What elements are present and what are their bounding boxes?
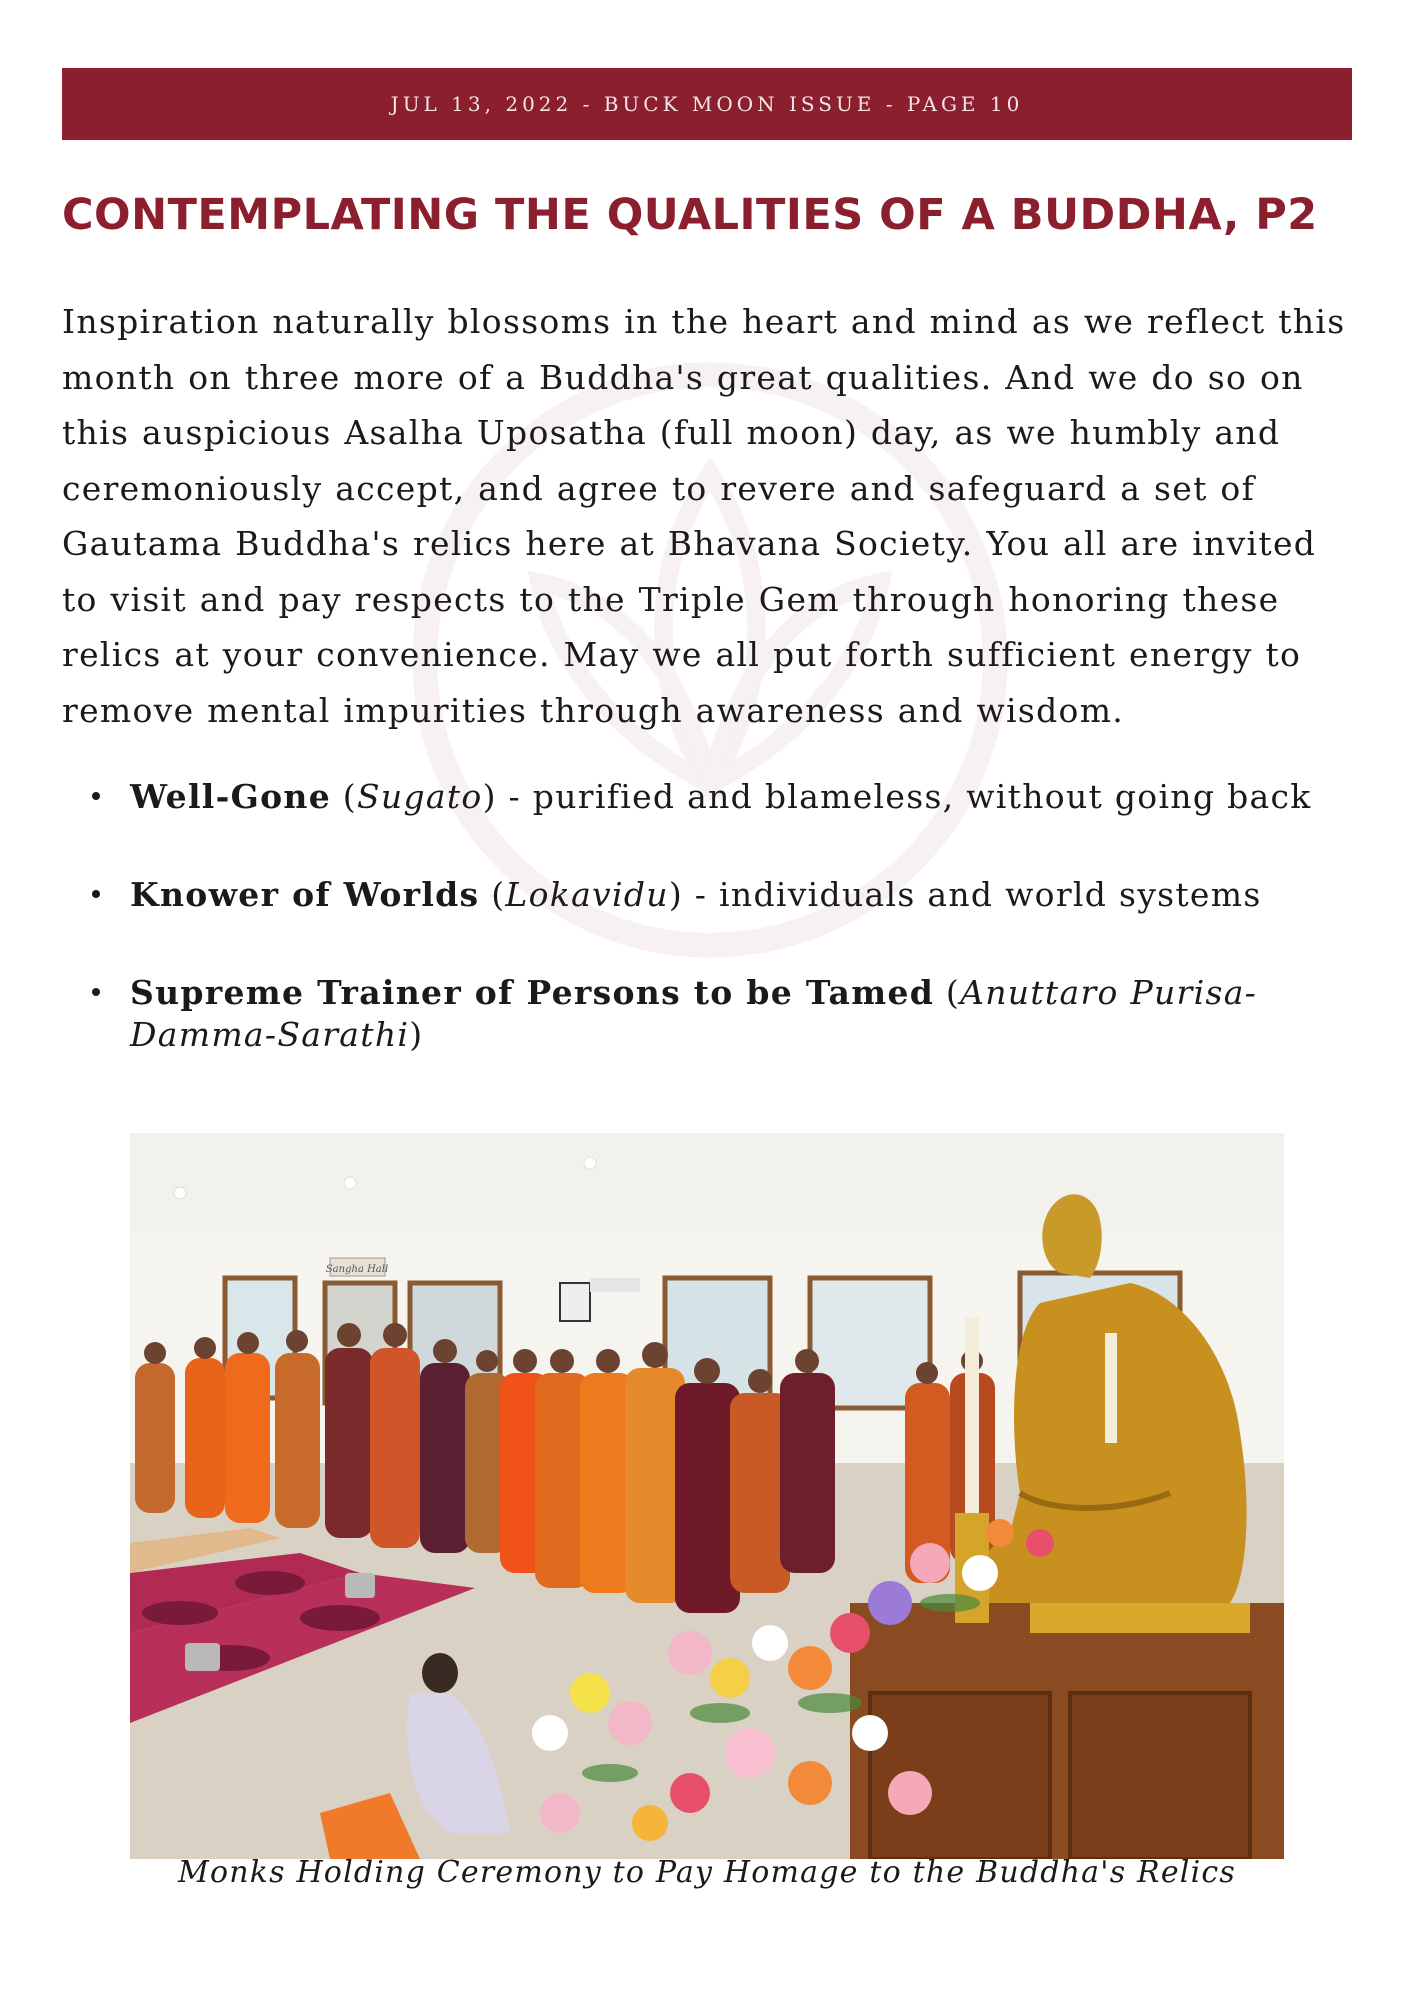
quality-item-supreme-trainer [62, 972, 1362, 1056]
quality-item-knower-of-worlds [62, 874, 1362, 916]
close-paren: ) [409, 1015, 424, 1054]
quality-pali-term: Sugato [356, 777, 483, 816]
close-paren: ) [482, 777, 497, 816]
issue-header-bar [62, 68, 1352, 140]
quality-pali-term: Lokavidu [505, 875, 669, 914]
ceremony-illustration [130, 1133, 1284, 1859]
quality-name: Knower of Worlds [130, 875, 480, 914]
quality-description: - purified and blameless, without going back [496, 777, 1312, 816]
intro-paragraph: Inspiration naturally blossoms in the heart and mind as we reflect this month on three more of a Buddha's great qualities. And we do so on this auspicious Asalha Uposatha (full moon) day, as we humbly and ceremoniously accept, and agree to revere and safeguard a set of Gautama Buddha's relics here at Bhavana Society. You all are invited to visit and pay respects to the Triple Gem through honoring these relics at your convenience. May we all put forth sufficient energy to remove mental impurities through awareness and wisdom. [62, 302, 1346, 730]
bullet-icon [92, 988, 100, 996]
quality-pali-term: Anuttaro Purisa-Damma-Sarathi [130, 973, 1258, 1054]
open-paren: ( [934, 973, 961, 1012]
issue-line: JUL 13, 2022 - BUCK MOON ISSUE - PAGE 10 [390, 92, 1024, 116]
open-paren: ( [331, 777, 357, 816]
close-paren: ) [668, 875, 684, 914]
open-paren: ( [479, 875, 506, 914]
ceremony-photo [130, 1133, 1284, 1859]
bullet-icon [92, 792, 100, 800]
qualities-list [62, 776, 1362, 1112]
quality-name: Well-Gone [130, 777, 332, 816]
quality-description: - individuals and world systems [683, 875, 1262, 914]
quality-name: Supreme Trainer of Persons to be Tamed [130, 973, 935, 1012]
photo-caption: Monks Holding Ceremony to Pay Homage to the Buddha's Relics [178, 1855, 1236, 1890]
quality-item-well-gone [62, 776, 1362, 818]
article-title: CONTEMPLATING THE QUALITIES OF A BUDDHA, P2 [62, 190, 1318, 240]
wall-sign-text: Sangha Hall [325, 1264, 389, 1275]
bullet-icon [92, 890, 100, 898]
